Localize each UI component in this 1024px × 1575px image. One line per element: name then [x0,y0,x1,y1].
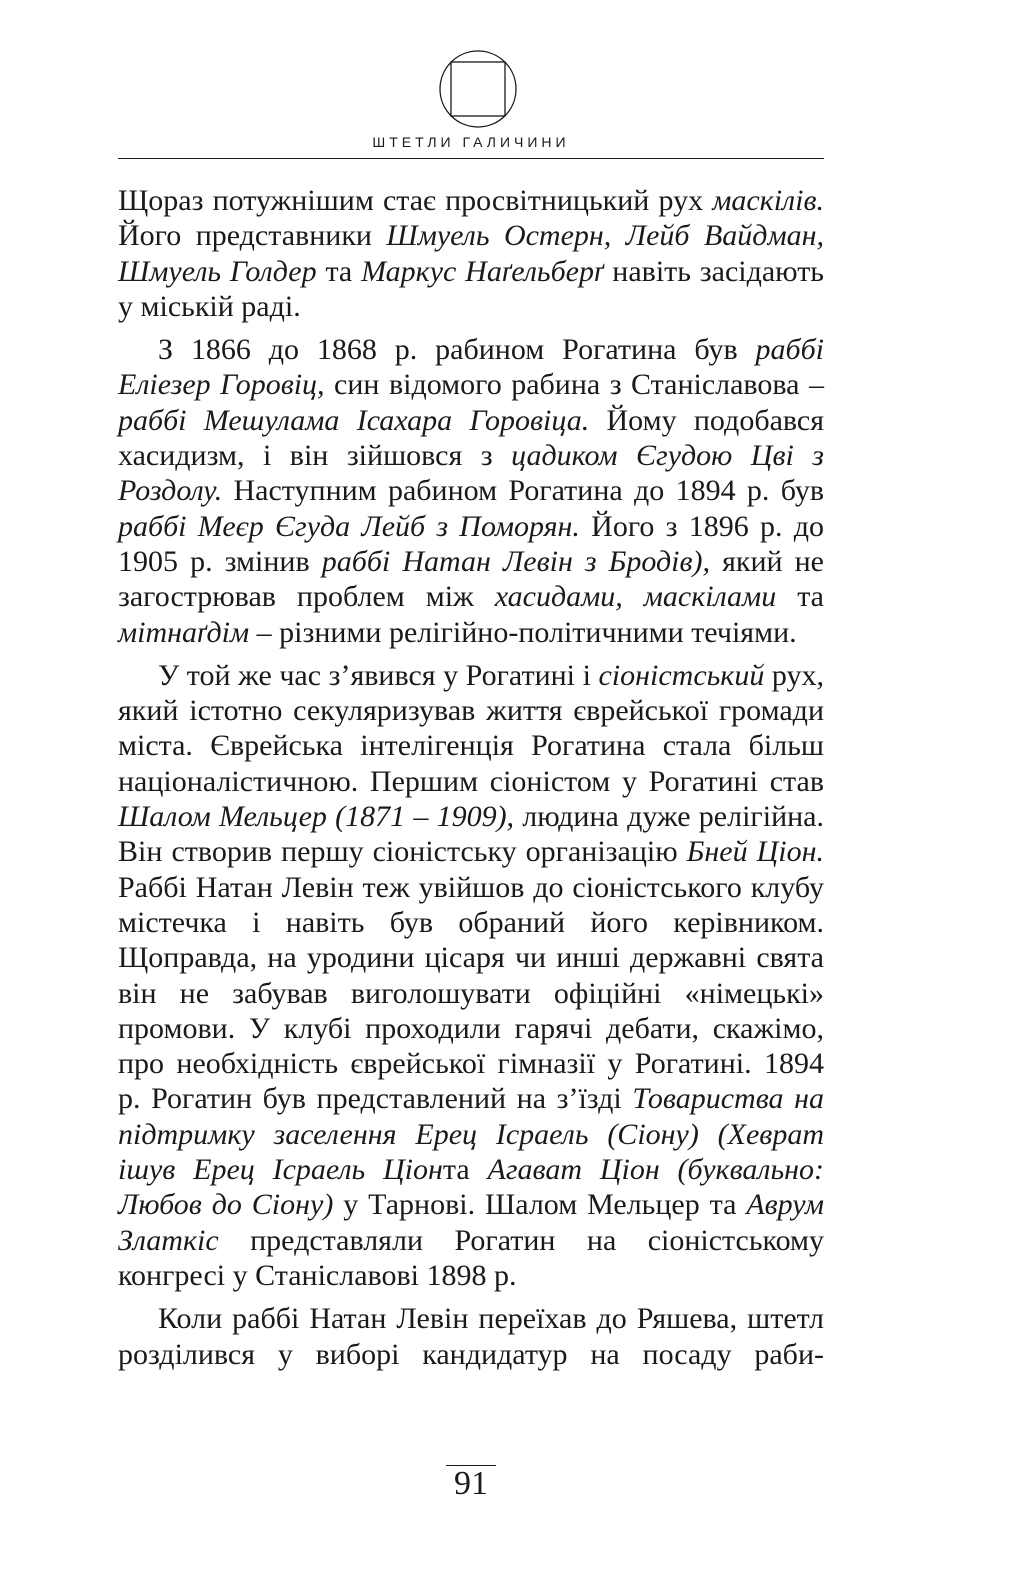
header-rule [118,158,824,159]
paragraph [118,183,824,324]
italic-phrase: раббі Мешулама Ісахара Горовіца. [118,403,590,437]
text-run: навіть засідають у міській раді. [118,254,824,323]
text-run: рух, який істотно секуляризував життя єврейської громади міста. Єврейська інтелігенція Рогатина стала більш націоналістичною. Першим сіоністом у Рогатині став [118,658,824,798]
running-title: ШТЕТЛИ ГАЛИЧИНИ [372,134,570,150]
paragraph [118,658,824,1293]
text-run: у Тарнові. Шалом Мельцер та [333,1188,747,1222]
italic-phrase: Шмуель Остерн, Лейб Вайдман, Шмуель Голдер [118,219,824,288]
italic-phrase: Товариства на підтримку заселення Ерец Ісраель (Сіону) (Хеврат ішув Ерец Ісраель Ціон [118,1082,824,1187]
italic-phrase: раббі Меєр Єгуда Лейб з Поморян. [118,509,580,543]
text-run: – різними релігійно-політичними течіями. [249,615,797,649]
italic-phrase: Шалом Мельцер (1871 – 1909), [118,800,515,834]
text-run: та [776,580,824,614]
circle-square-emblem-icon [438,49,518,129]
text-run: представляли Рогатин на сіоністському конгресі у Станіславові 1898 р. [118,1223,824,1292]
italic-phrase: раббі Натан Левін з Бродів), [321,544,710,578]
text-run: Раббі Натан Левін теж увійшов до сіоністського клубу містечка і навіть був обраний його керівником. Щоправда, на уродини цісаря чи инші державні свята він не забував виголошувати офіційні «німецькі» промови. У клубі проходили гарячі дебати, скажімо, про необхідність єврейської гімназії у Рогатині. 1894 р. Рогатин був представлений на з’їзді [118,870,824,1116]
paragraph [118,1301,824,1372]
italic-phrase: Аврум Златкіс [118,1188,824,1257]
italic-phrase: мітнаґдім [118,615,250,649]
text-run: У той же час з’явився у Рогатині і [158,658,599,692]
text-run: та [442,1153,488,1187]
text-run: Його представники [118,219,387,253]
text-run: який не загострював проблем між [118,544,824,614]
italic-phrase: Агават Ціон (буквально: Любов до Сіону) [118,1153,824,1222]
page-number: 91 [454,1465,488,1502]
text-run: та [316,254,362,288]
italic-phrase: маскілів. [712,184,824,217]
text-run: Йому подобався хасидизм, і він зійшовся з [118,403,824,473]
text-run: З 1866 до 1868 р. рабином Рогатина був [158,333,756,367]
text-run: Наступним рабином Рогатина до 1894 р. був [222,474,824,508]
italic-phrase: Бней Ціон. [686,835,824,869]
italic-phrase: Маркус Наґельберґ [361,254,604,288]
text-run: людина дуже релігійна. Він створив першу сіоністську організацію [118,800,824,869]
text-run: Коли раббі Натан Левін переїхав до Ряшева, штетл розділився у виборі кандидатур на посаду раби- [118,1302,824,1371]
italic-phrase: цадиком Єгудою Цві з Роздолу. [118,439,824,508]
text-run: син відомого рабина з Станіславова – [324,368,824,402]
text-run: Щораз потужнішим стає просвітницький рух [118,184,713,217]
italic-phrase: раббі Еліезер Горовіц, [118,333,824,402]
italic-phrase: хасидами, маскілами [494,580,777,614]
italic-phrase: сіоністський [598,658,765,692]
body-text [118,183,824,1380]
text-run: Його з 1896 р. до 1905 р. змінив [118,509,824,578]
paragraph [118,332,824,650]
